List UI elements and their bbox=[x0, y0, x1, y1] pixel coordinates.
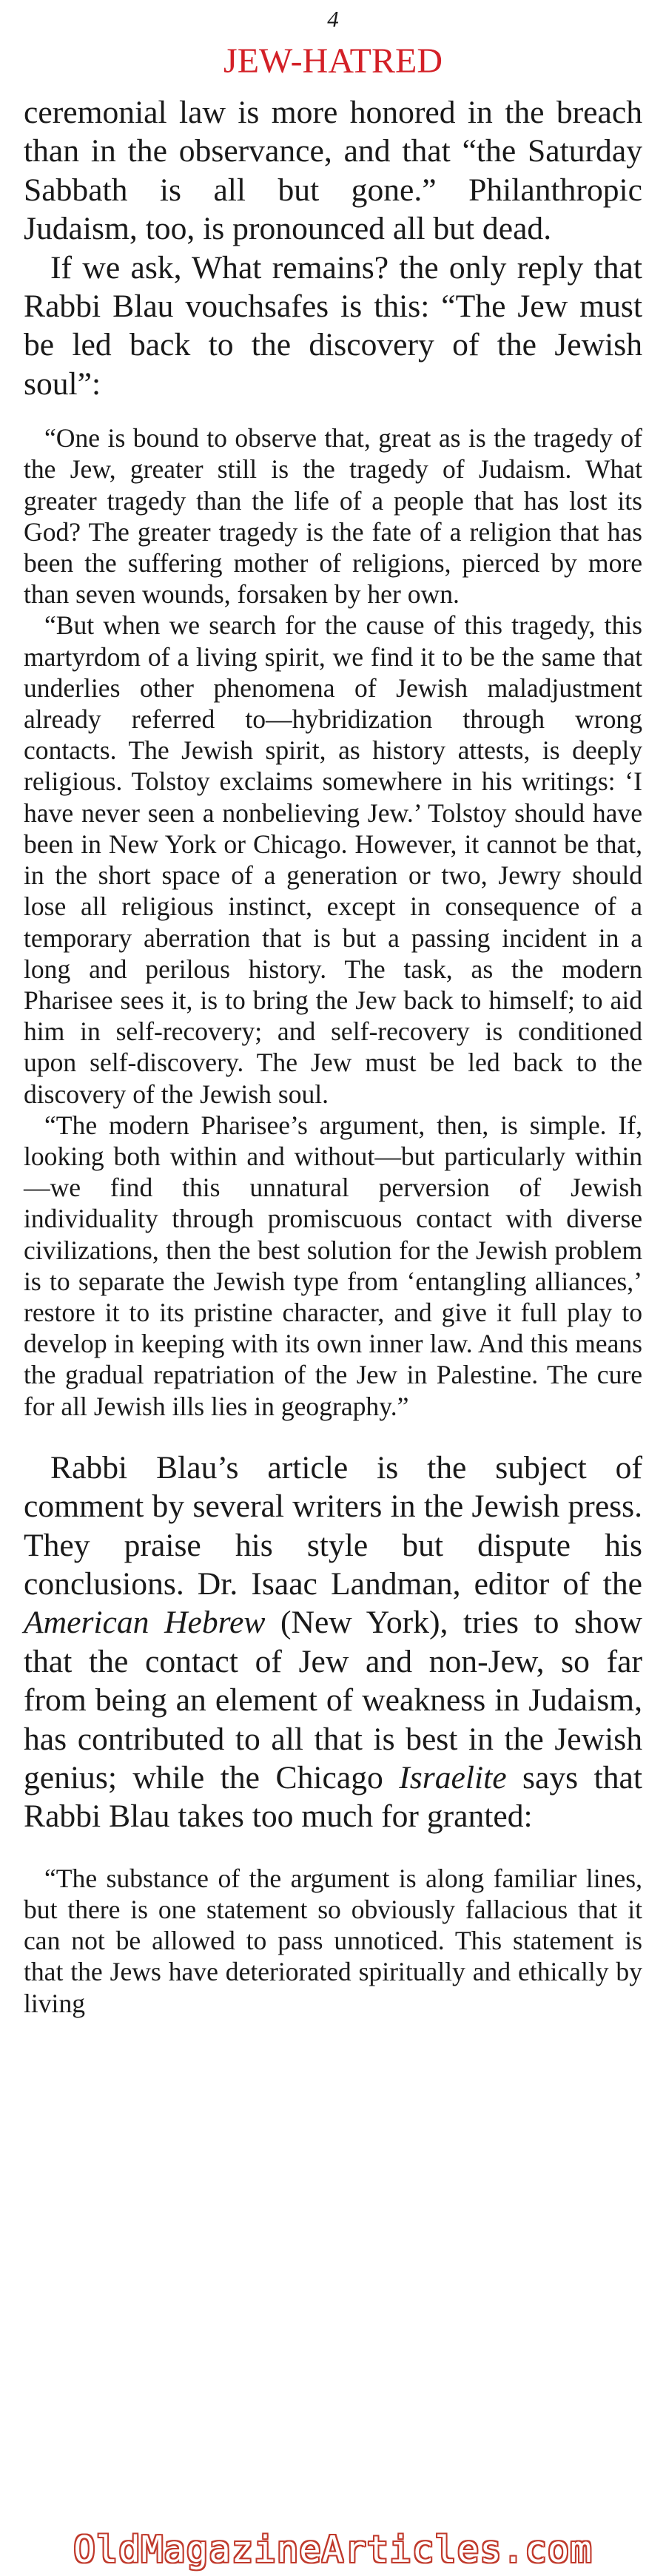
article-paragraph bbox=[24, 1449, 642, 1836]
quote-paragraph: “But when we search for the cause of this tragedy, this martyrdom of a living spirit, we find it to be the same that underlies other phenomena of Jewish maladjustment already referred to—hybridization through wrong contacts. The Jewish spirit, as history attests, is deeply religious. Tolstoy exclaims somewhere in his writings: ‘I have never seen a nonbelieving Jew.’ Tolstoy should have been in New York or Chicago. However, it cannot be that, in the short space of a generation or two, Jewry should lose all religious instinct, except in consequence of a temporary aberration that is but a passing incident in a long and perilous history. The task, as the modern Pharisee sees it, is to bring the Jew back to himself; to aid him in self-recovery; and self-recovery is conditioned upon self-discovery. The Jew must be led back to the discovery of the Jewish soul. bbox=[24, 610, 642, 1109]
paragraph-text: (New York), tries to show that the contact of Jew and non-Jew, so far from being an element of weakness in Judaism, has contributed to all that is best in the Jewish genius; while the Chicago bbox=[24, 1605, 642, 1796]
quote-paragraph: “The modern Pharisee’s argument, then, is simple. If, looking both within and without—but particularly within—we find this unnatural perversion of Jewish individuality through promiscuous contact with diverse civilizations, then the best solution for the Jewish problem is to separate the Jewish type from ‘entangling alliances,’ restore it to its pristine character, and give it full play to develop in keeping with its own inner law. And this means the gradual repatriation of the Jew in Palestine. The cure for all Jewish ills lies in geography.” bbox=[24, 1110, 642, 1421]
paragraph-text: says that Rabbi Blau takes too much for granted: bbox=[24, 1760, 642, 1835]
article-paragraph: ceremonial law is more honored in the breach than in the observance, and that “the Saturday Sabbath is all but gone.” Philanthropic Judaism, too, is pronounced all but dead. bbox=[24, 95, 642, 247]
source-watermark: OldMagazineArticles.com bbox=[73, 2529, 593, 2571]
block-quote bbox=[24, 422, 642, 1422]
article-body bbox=[24, 93, 642, 2019]
article-paragraph: If we ask, What remains? the only reply that Rabbi Blau vouchsafes is this: “The Jew must be led back to the discovery of the Jewish soul”: bbox=[24, 249, 642, 402]
section-title: JEW-HATRED bbox=[223, 41, 443, 81]
paragraph-text: Rabbi Blau’s article is the subject of comment by several writers in the Jewish press. They praise his style but dispute his conclusions. Dr. Isaac Landman, editor of the bbox=[24, 1449, 642, 1602]
block-quote bbox=[24, 1863, 642, 2019]
publication-name: Israelite bbox=[399, 1760, 507, 1796]
page-number: 4 bbox=[327, 6, 339, 32]
publication-name: American Hebrew bbox=[24, 1605, 266, 1641]
quote-paragraph: “One is bound to observe that, great as is the tragedy of the Jew, greater still is the tragedy of Judaism. What greater tragedy than the life of a people that has lost its God? The greater tragedy is the fate of a religion that has been the suffering mother of religions, pierced by more than seven wounds, forsaken by her own. bbox=[24, 423, 642, 610]
quote-paragraph: “The substance of the argument is along familiar lines, but there is one statement so obviously fallacious that it can not be allowed to pass unnoticed. This statement is that the Jews have deteriorated spiritually and ethically by living bbox=[24, 1863, 642, 2018]
